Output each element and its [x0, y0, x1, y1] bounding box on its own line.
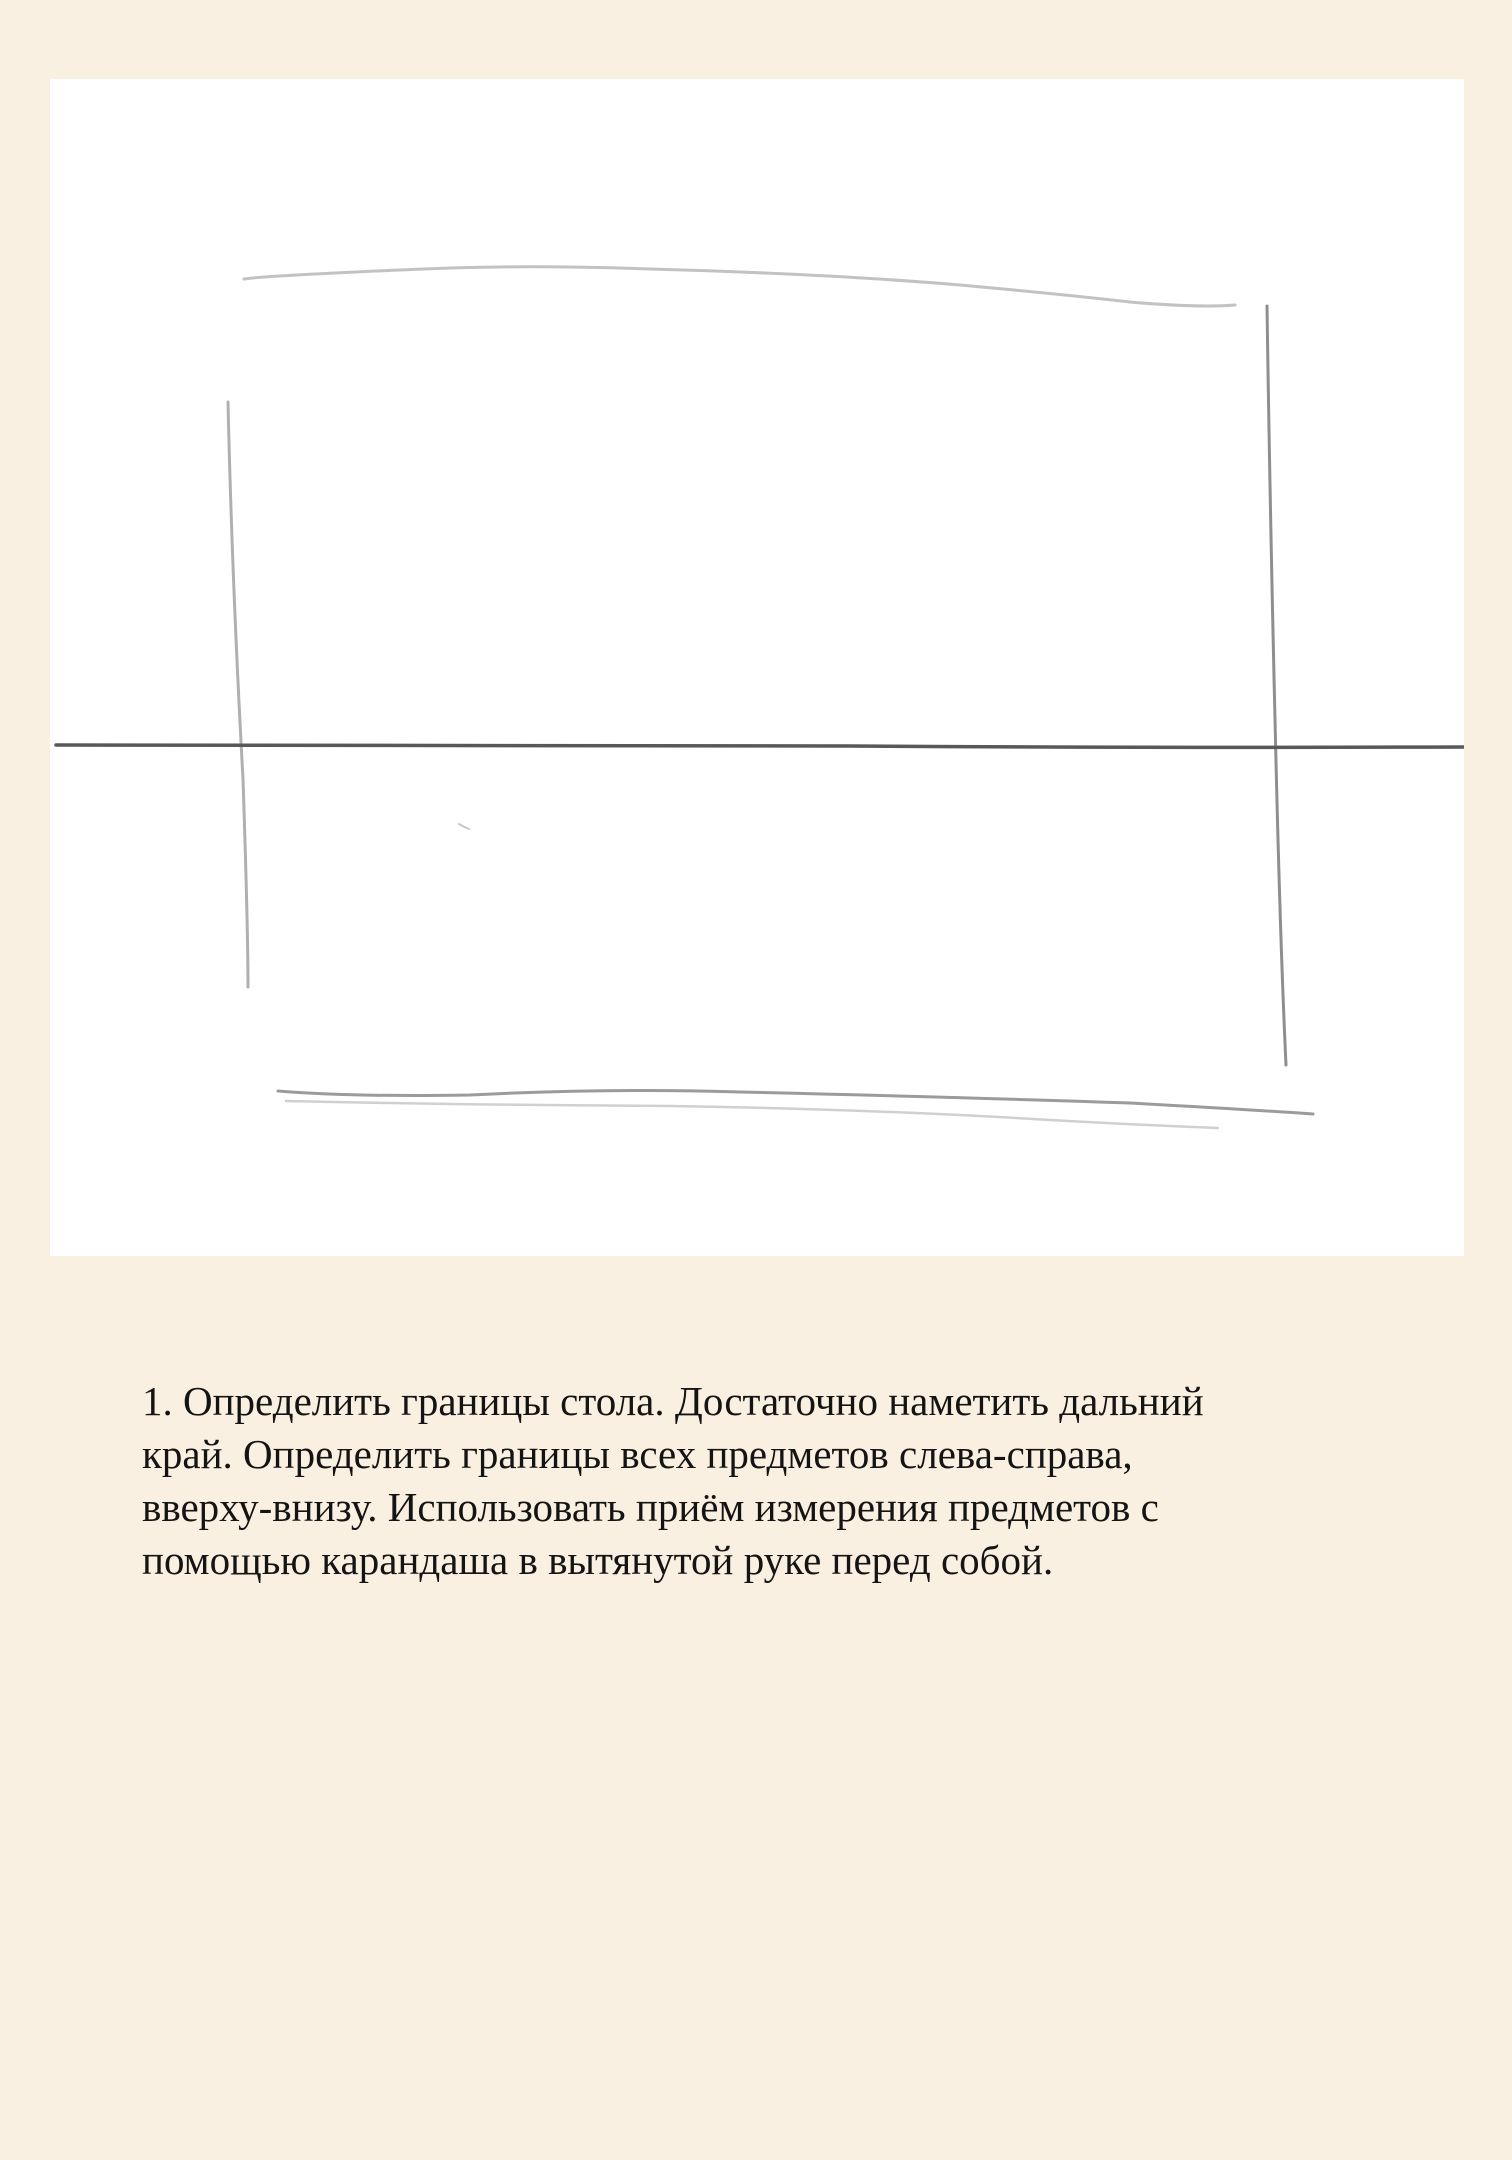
- right-edge-line: [1267, 306, 1286, 1065]
- bottom-edge-line-faint: [286, 1101, 1218, 1128]
- pencil-sketch: [50, 79, 1464, 1256]
- bottom-edge-line: [278, 1091, 1313, 1114]
- stray-mark: [459, 824, 469, 829]
- sketch-illustration: [50, 79, 1464, 1256]
- horizon-line: [56, 745, 1464, 748]
- top-edge-line: [244, 267, 1235, 306]
- instruction-caption: 1. Определить границы стола. Достаточно наметить дальний край. Определить границы всех предметов слева-справа, вверху-внизу. Использовать приём измерения предметов с помощью карандаша в вытянутой руке перед собой.: [142, 1378, 1204, 1583]
- left-edge-line: [228, 402, 248, 987]
